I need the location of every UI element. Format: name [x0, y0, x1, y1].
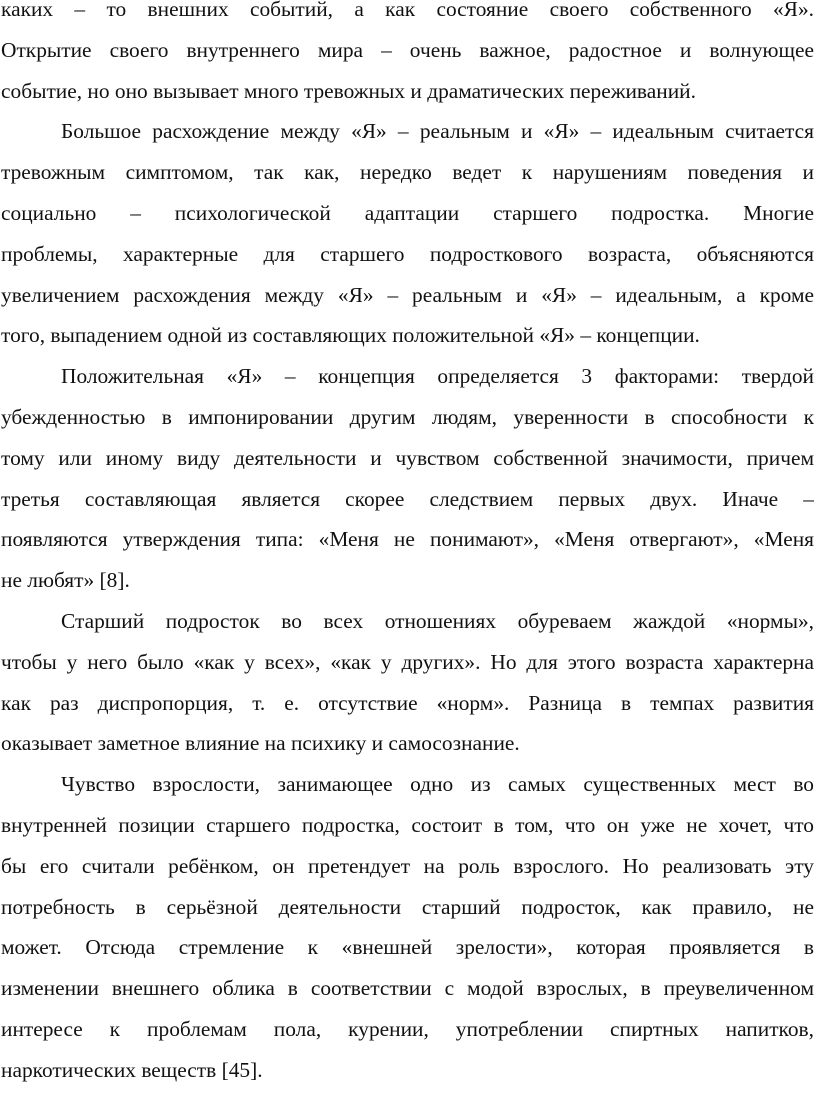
text-line: как раз диспропорция, т. е. отсутствие «норм». Разница в темпах развития — [1, 690, 814, 715]
text-line: Открытие своего внутреннего мира – очень важное, радостное и волнующее — [1, 37, 814, 62]
text-line: событие, но оно вызывает много тревожных и драматических переживаний. — [1, 78, 696, 103]
text-line: бы его считали ребёнком, он претендует на роль взрослого. Но реализовать эту — [1, 853, 814, 878]
text-line: третья составляющая является скорее следствием первых двух. Иначе – — [1, 486, 814, 511]
text-line: увеличением расхождения между «Я» – реальным и «Я» – идеальным, а кроме — [1, 282, 814, 307]
paragraph-2 — [1, 111, 814, 356]
text-line: Большое расхождение между «Я» – реальным и «Я» – идеальным считается — [61, 119, 814, 144]
text-line: Чувство взрослости, занимающее одно из самых существенных мест во — [61, 772, 814, 797]
text-line: тому или иному виду деятельности и чувством собственной значимости, причем — [1, 445, 814, 470]
paragraph-4 — [1, 601, 814, 764]
text-line: Старший подросток во всех отношениях обуреваем жаждой «нормы», — [61, 608, 814, 633]
text-line: внутренней позиции старшего подростка, состоит в том, что он уже не хочет, что — [1, 812, 814, 837]
text-line: тревожным симптомом, так как, нередко ведет к нарушениям поведения и — [1, 160, 814, 185]
text-line: социально – психологической адаптации старшего подростка. Многие — [1, 200, 814, 225]
text-line: появляются утверждения типа: «Меня не понимают», «Меня отвергают», «Меня — [1, 527, 814, 552]
text-line: убежденностью в импонировании другим людям, уверенности в способности к — [1, 404, 814, 429]
text-line: чтобы у него было «как у всех», «как у других». Но для этого возраста характерна — [1, 649, 814, 674]
text-line: того, выпадением одной из составляющих положительной «Я» – концепции. — [1, 323, 700, 348]
text-line: наркотических веществ [45]. — [1, 1057, 263, 1082]
text-line: изменении внешнего облика в соответствии с модой взрослых, в преувеличенном — [1, 976, 814, 1001]
paragraph-3 — [1, 356, 814, 601]
text-line: оказывает заметное влияние на психику и самосознание. — [1, 731, 520, 756]
text-line: может. Отсюда стремление к «внешней зрелости», которая проявляется в — [1, 935, 814, 960]
text-line: интересе к проблемам пола, курении, употреблении спиртных напитков, — [1, 1016, 814, 1041]
text-line: не любят» [8]. — [1, 568, 130, 593]
text-line: потребность в серьёзной деятельности старший подросток, как правило, не — [1, 894, 814, 919]
paragraph-1 — [1, 0, 814, 111]
paragraph-5 — [1, 764, 814, 1090]
text-line: каких – то внешних событий, а как состояние своего собственного «Я». — [1, 0, 814, 21]
text-line: проблемы, характерные для старшего подросткового возраста, объясняются — [1, 241, 814, 266]
text-line: Положительная «Я» – концепция определяется 3 факторами: твердой — [61, 364, 814, 389]
